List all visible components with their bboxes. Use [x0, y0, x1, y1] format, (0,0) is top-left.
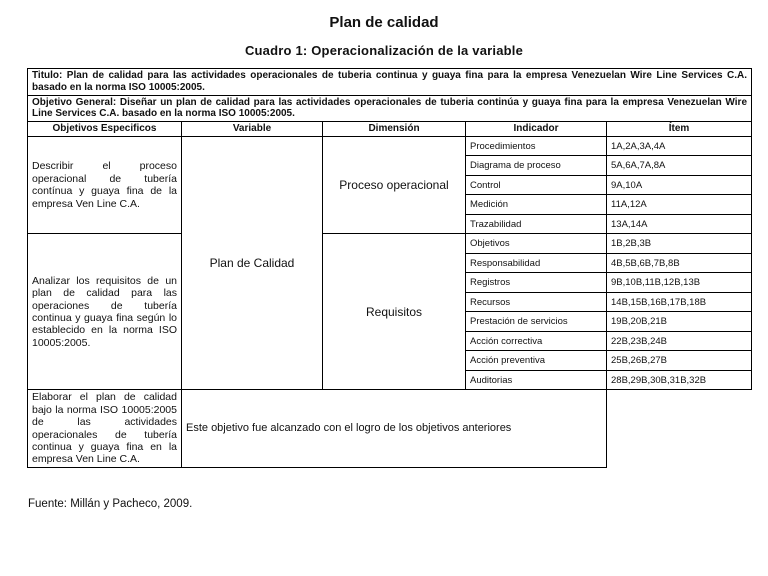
indicator-cell: Objetivos — [466, 234, 607, 254]
general-objective-row — [28, 95, 752, 122]
indicator-cell: Acción preventiva — [466, 351, 607, 371]
indicator-cell: Responsabilidad — [466, 253, 607, 273]
dimension-process — [323, 136, 466, 234]
title-row — [28, 69, 752, 96]
item-cell: 5A,6A,7A,8A — [607, 156, 752, 176]
operationalization-table — [27, 68, 752, 468]
objective-1: Describir el proceso operacional de tubería contínua y guaya fina de la empresa Ven Line C.A. — [28, 136, 182, 234]
indicator-cell: Auditorias — [466, 370, 607, 390]
dimension-requirements — [323, 234, 466, 390]
item-cell: 9B,10B,11B,12B,13B — [607, 273, 752, 293]
item-cell: 9A,10A — [607, 175, 752, 195]
general-objective-cell: Objetivo General: Diseñar un plan de calidad para las actividades operacionales de tuberia continúa y guaya fina para la empresa Venezuelan Wire Line Services C.A. basado en la norma ISO 10005:2005. — [28, 95, 752, 122]
item-cell: 28B,29B,30B,31B,32B — [607, 370, 752, 390]
slide-title: Plan de calidad — [329, 14, 439, 31]
indicator-cell: Prestación de servicios — [466, 312, 607, 332]
item-cell: 4B,5B,6B,7B,8B — [607, 253, 752, 273]
table-row — [28, 390, 752, 467]
indicator-cell: Diagrama de proceso — [466, 156, 607, 176]
item-cell: 1A,2A,3A,4A — [607, 136, 752, 156]
header-variable: Variable — [182, 122, 323, 137]
indicator-cell: Control — [466, 175, 607, 195]
variable-cell: Plan de Calidad — [182, 136, 323, 390]
header-indicator: Indicador — [466, 122, 607, 137]
source-note: Fuente: Millán y Pacheco, 2009. — [28, 498, 193, 510]
indicator-cell: Registros — [466, 273, 607, 293]
item-cell: 14B,15B,16B,17B,18B — [607, 292, 752, 312]
indicator-cell: Medición — [466, 195, 607, 215]
indicator-cell: Trazabilidad — [466, 214, 607, 234]
item-cell: 1B,2B,3B — [607, 234, 752, 254]
item-cell: 22B,23B,24B — [607, 331, 752, 351]
item-cell: 25B,26B,27B — [607, 351, 752, 371]
header-item: Ítem — [607, 122, 752, 137]
title-cell: Titulo: Plan de calidad para las actividades operacionales de tuberia continua y guaya fina para la empresa Venezuelan Wire Line Services C.A. basado en la norma ISO 10005:2005. — [28, 69, 752, 96]
objective-3: Elaborar el plan de calidad bajo la norma ISO 10005:2005 de las actividades operacionales de tubería continua y guaya fina en la empresa Ven Line C.A. — [28, 390, 182, 467]
table-row — [28, 136, 752, 156]
header-row — [28, 122, 752, 137]
achieved-note: Este objetivo fue alcanzado con el logro de los objetivos anteriores — [182, 390, 607, 467]
header-dimension: Dimensión — [323, 122, 466, 137]
indicator-cell: Acción correctiva — [466, 331, 607, 351]
objective-2: Analizar los requisitos de un plan de calidad para las operaciones de tubería continua y guaya fina según lo establecido en la norma ISO 10005:2005. — [28, 234, 182, 390]
table-caption: Cuadro 1: Operacionalización de la variable — [244, 43, 524, 58]
item-cell: 11A,12A — [607, 195, 752, 215]
header-objectives: Objetivos Especificos — [28, 122, 182, 137]
indicator-cell: Procedimientos — [466, 136, 607, 156]
item-cell: 19B,20B,21B — [607, 312, 752, 332]
dimension-process-label: Proceso operacional — [339, 178, 449, 193]
indicator-cell: Recursos — [466, 292, 607, 312]
table-row — [28, 234, 752, 254]
item-cell: 13A,14A — [607, 214, 752, 234]
dimension-requirements-label: Requisitos — [365, 304, 423, 319]
